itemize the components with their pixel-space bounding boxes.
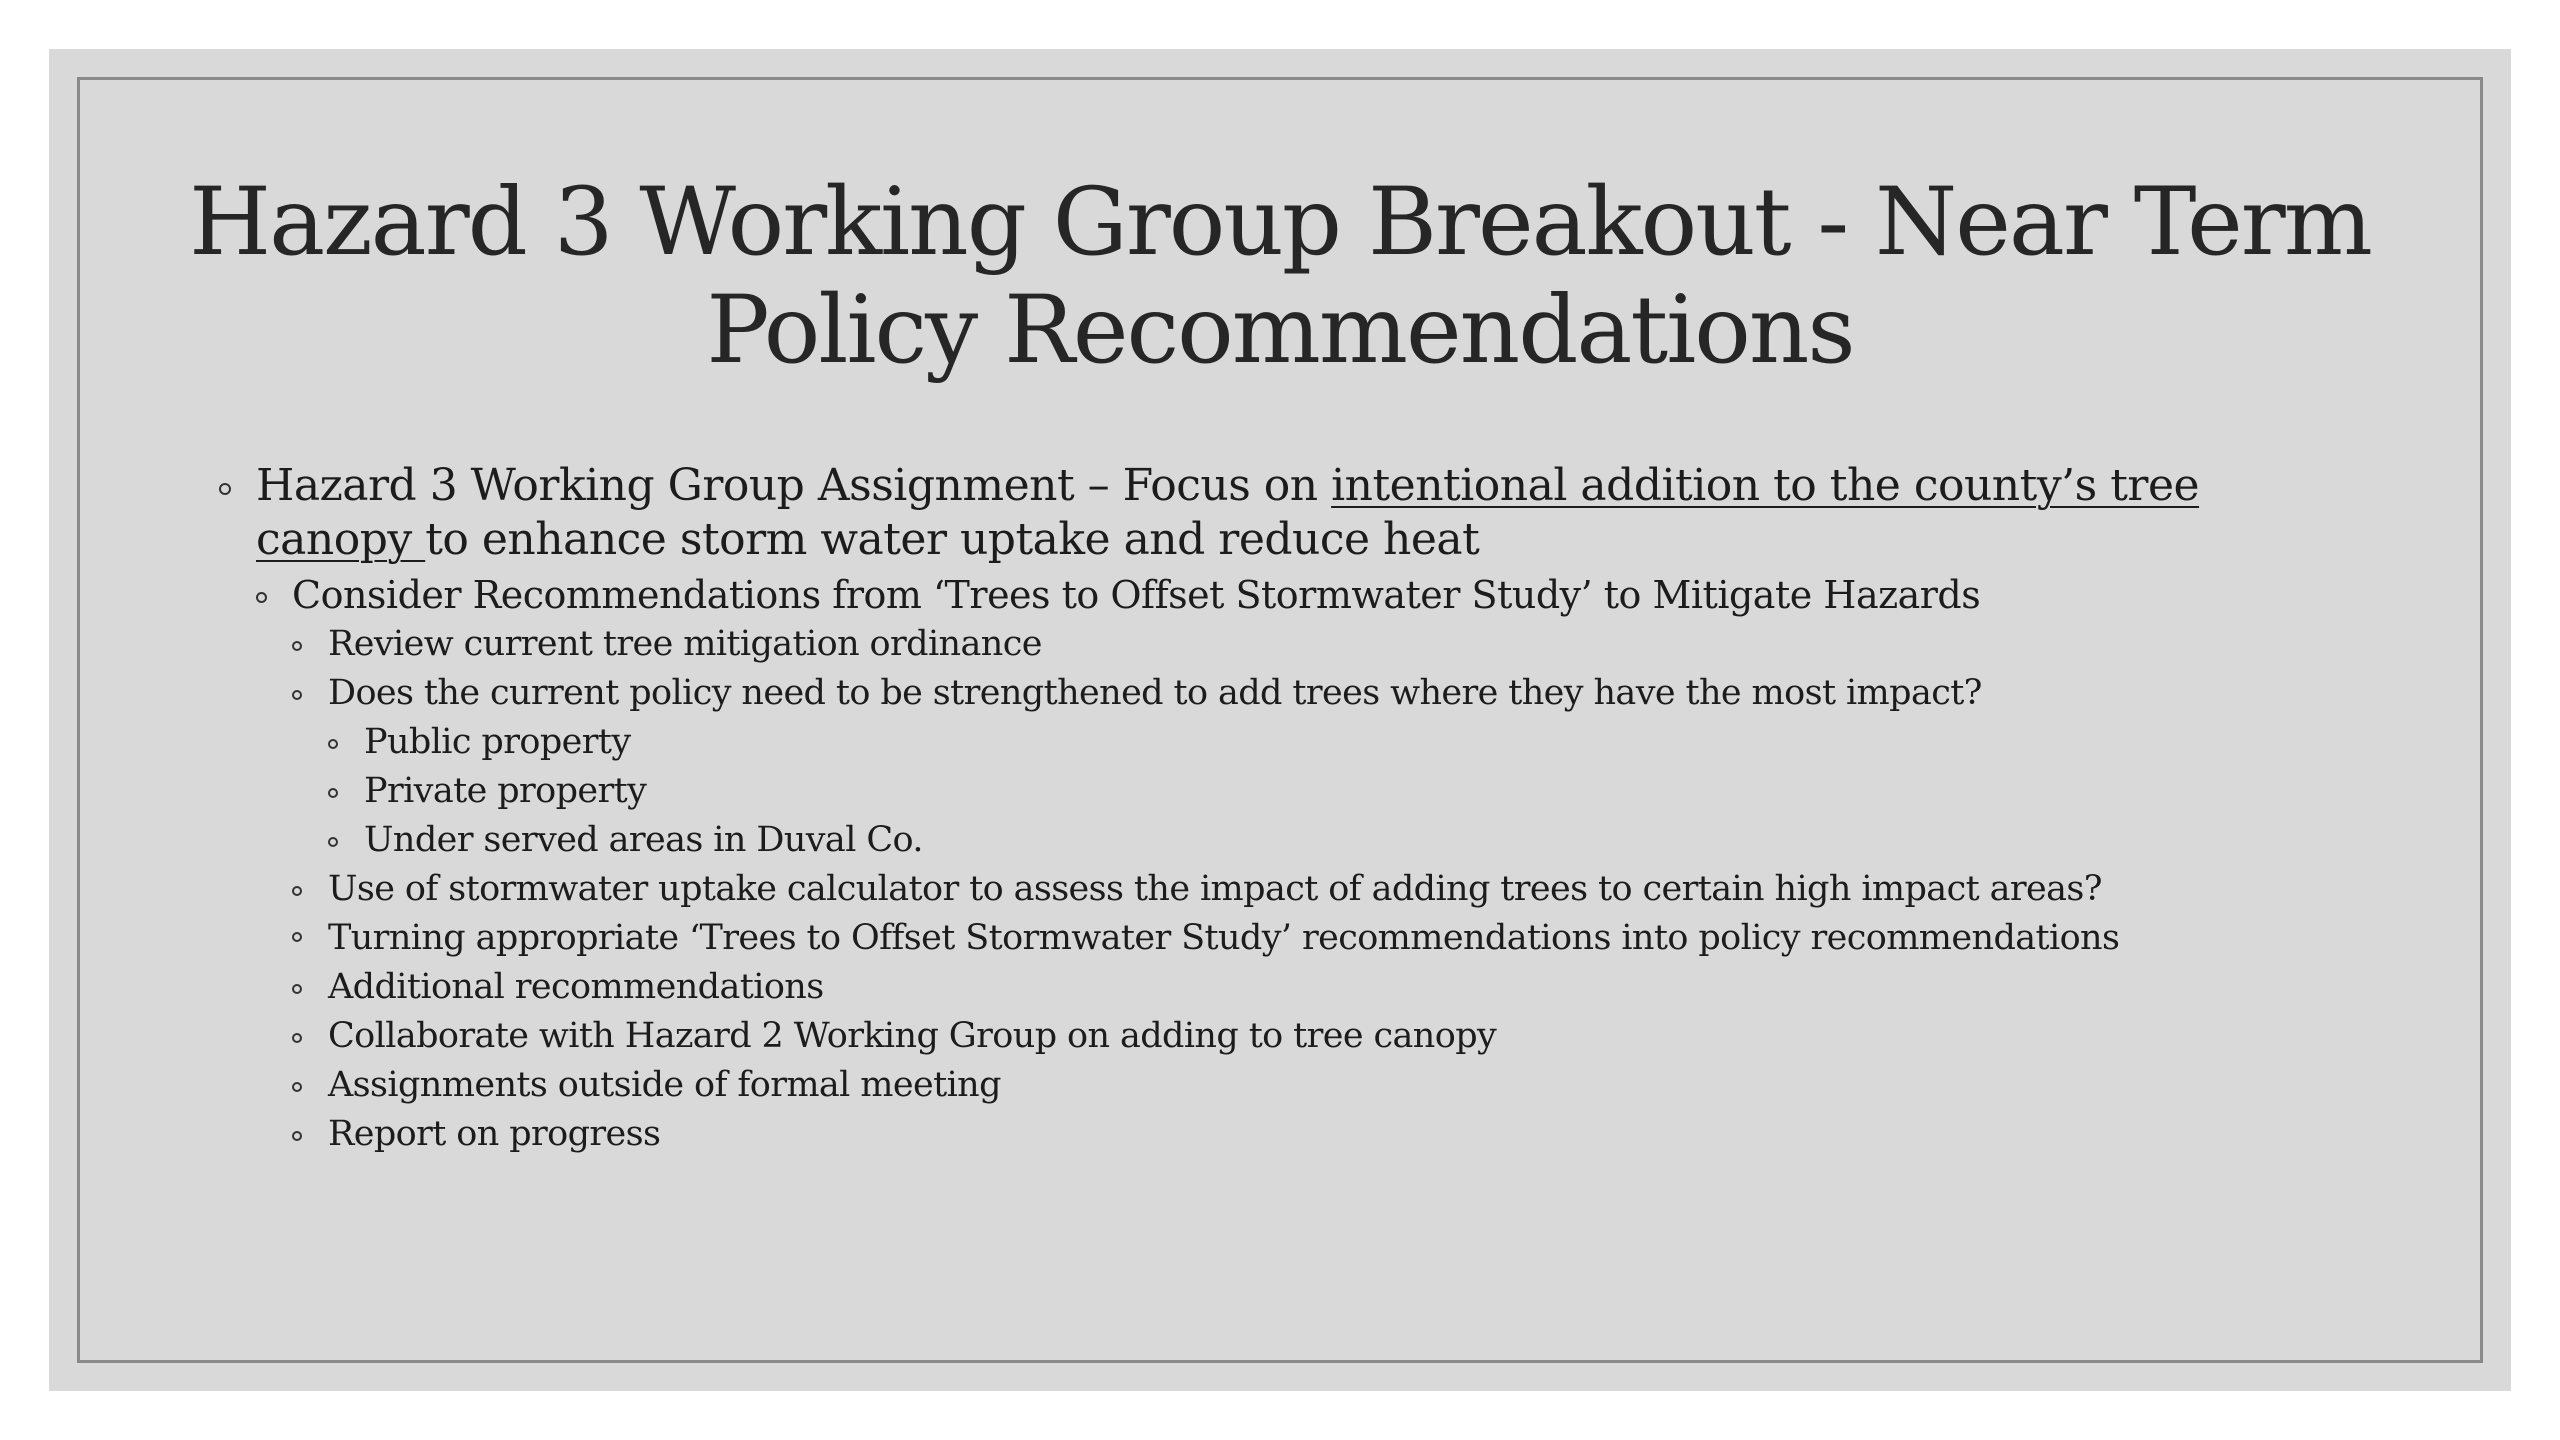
policy-subitem: Public property bbox=[328, 718, 2359, 767]
sub-bullet-list bbox=[256, 570, 2359, 1159]
main-bullet-underlined: intentional addition to the county’s tree canopy bbox=[256, 460, 2200, 565]
slide-title: Hazard 3 Working Group Breakout - Near Term Policy Recommendations bbox=[189, 168, 2371, 385]
list-item: Assignments outside of formal meeting bbox=[292, 1061, 2359, 1110]
list-item-text: Does the current policy need to be strengthened to add trees where they have the most impact? bbox=[328, 673, 1982, 713]
list-item: Collaborate with Hazard 2 Working Group on adding to tree canopy bbox=[292, 1012, 2359, 1061]
list-item: Turning appropriate ‘Trees to Offset Stormwater Study’ recommendations into policy recommendations bbox=[292, 914, 2359, 963]
main-bullet-prefix: Hazard 3 Working Group Assignment – Focus on bbox=[256, 460, 1332, 511]
list-item: Use of stormwater uptake calculator to assess the impact of adding trees to certain high impact areas? bbox=[292, 865, 2359, 914]
main-bullet-suffix: to enhance storm water uptake and reduce heat bbox=[425, 514, 1480, 565]
list-item: Review current tree mitigation ordinance bbox=[292, 620, 2359, 669]
sub-bullet-text: Consider Recommendations from ‘Trees to Offset Stormwater Study’ to Mitigate Hazards bbox=[292, 573, 1981, 617]
sub-bullet bbox=[256, 570, 2359, 1159]
bullet-list bbox=[219, 459, 2359, 1159]
policy-subitem-list bbox=[328, 718, 2359, 865]
list-item bbox=[292, 669, 2359, 865]
list-item: Report on progress bbox=[292, 1110, 2359, 1159]
policy-subitem: Under served areas in Duval Co. bbox=[328, 816, 2359, 865]
slide-body bbox=[219, 459, 2359, 1159]
list-item: Additional recommendations bbox=[292, 963, 2359, 1012]
main-bullet bbox=[219, 459, 2359, 1159]
item-list bbox=[292, 620, 2359, 1159]
policy-subitem: Private property bbox=[328, 767, 2359, 816]
slide bbox=[49, 49, 2511, 1391]
